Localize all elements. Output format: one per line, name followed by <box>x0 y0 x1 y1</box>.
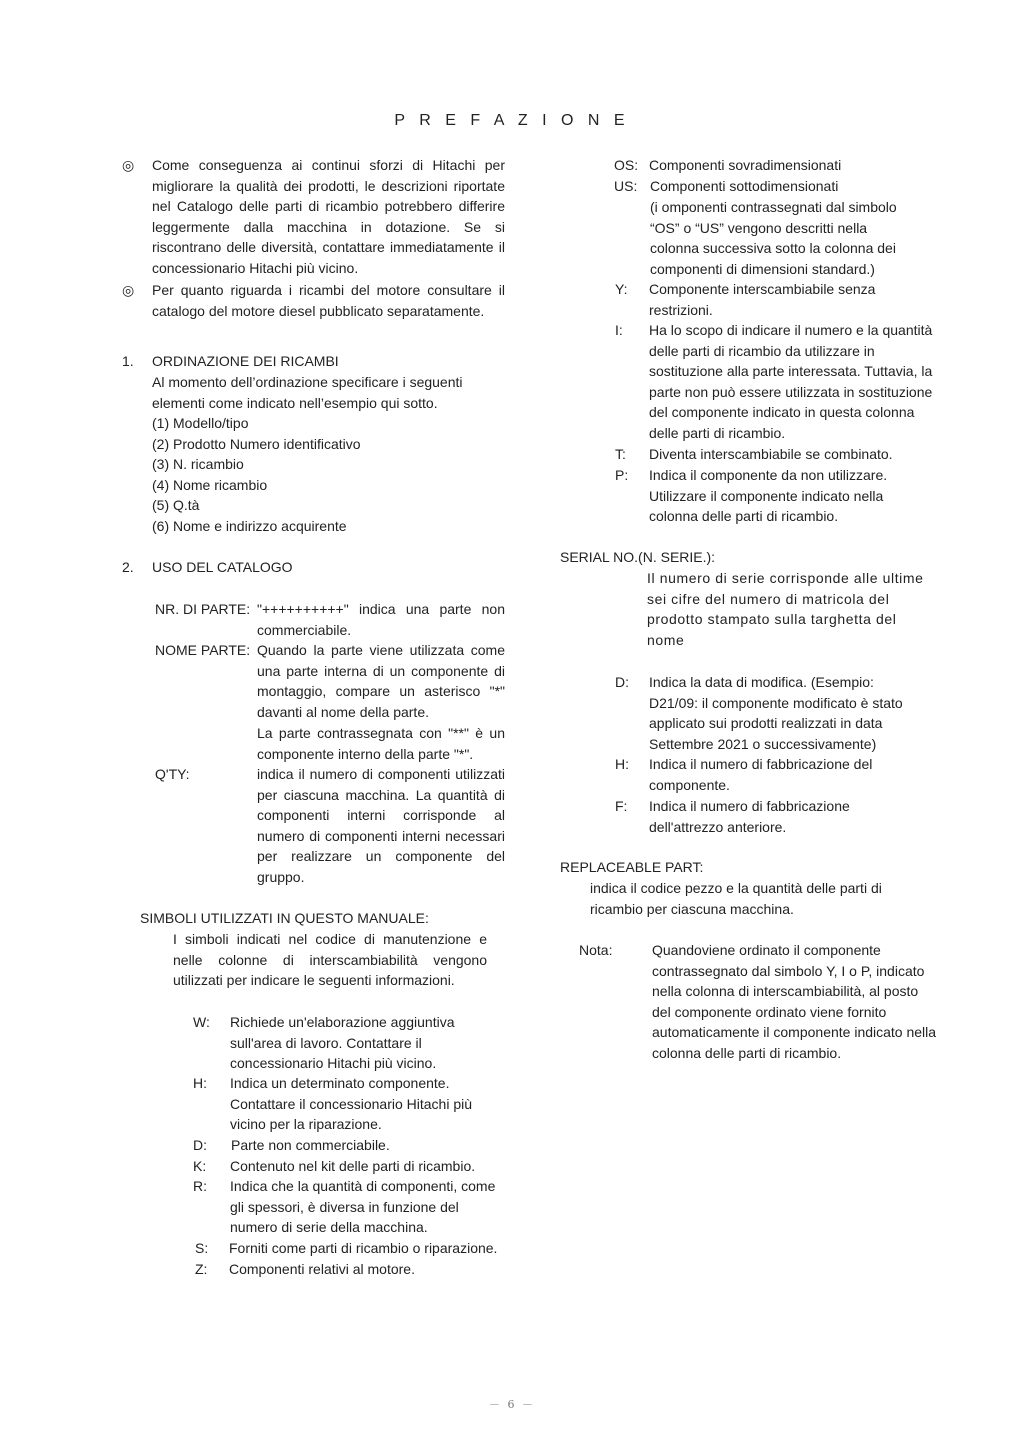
intro-paragraph-2: Per quanto riguarda i ricambi del motore consultare il catalogo del motore diesel pubblicato separatamente. <box>152 282 505 319</box>
serial-title: SERIAL NO.(N. SERIE.): <box>560 549 716 565</box>
replaceable-part-title: REPLACEABLE PART: <box>560 859 704 875</box>
symbol-key-s: S: <box>195 1240 209 1256</box>
symbol-key-f: F: <box>615 798 628 814</box>
page-number: － 6 － <box>489 1398 535 1411</box>
symbol-desc-w: Richiede un'elaborazione aggiuntiva sull'area di lavoro. Contattare il concessionario Hitachi più vicino. <box>230 1014 455 1072</box>
section-1-intro: Al momento dell’ordinazione specificare i seguenti elementi come indicato nell’esempio qui sotto. <box>152 374 463 411</box>
order-item-4: (4) Nome ricambio <box>152 477 268 493</box>
symbol-desc-h-right: Indica il numero di fabbricazione del componente. <box>649 756 873 793</box>
symbol-key-w: W: <box>193 1014 210 1030</box>
page-title: P R E F A Z I O N E <box>394 112 630 129</box>
symbol-desc-f: Indica il numero di fabbricazione dell'attrezzo anteriore. <box>649 798 850 835</box>
bullet-symbol-1: ◎ <box>122 157 135 173</box>
order-item-3: (3) N. ricambio <box>152 456 244 472</box>
part-number-text: "++++++++++" indica una parte non commerciabile. <box>257 601 505 638</box>
section-1-number: 1. <box>122 353 134 369</box>
section-1-title: ORDINAZIONE DEI RICAMBI <box>152 353 339 369</box>
symbol-key-os: OS: <box>614 157 639 173</box>
qty-label: Q'TY: <box>155 766 190 782</box>
part-number-label: NR. DI PARTE: <box>155 601 251 617</box>
order-item-1: (1) Modello/tipo <box>152 415 249 431</box>
symbol-key-d-right: D: <box>615 674 629 690</box>
symbol-desc-d: Parte non commerciabile. <box>231 1137 390 1153</box>
symbol-key-h: H: <box>193 1075 207 1091</box>
symbol-desc-z: Componenti relativi al motore. <box>229 1261 415 1277</box>
part-name-note: La parte contrassegnata con "**" è un componente interno della parte "*". <box>257 725 505 762</box>
part-name-label: NOME PARTE: <box>155 642 251 658</box>
nota-label: Nota: <box>579 942 613 958</box>
symbol-desc-t: Diventa interscambiabile se combinato. <box>649 446 893 462</box>
symbol-desc-k: Contenuto nel kit delle parti di ricambio. <box>230 1158 476 1174</box>
replaceable-part-text: indica il codice pezzo e la quantità delle parti di ricambio per ciascuna macchina. <box>590 880 882 917</box>
part-name-text: Quando la parte viene utilizzata come una parte interna di un componente di montaggio, compare un asterisco "*" davanti al nome della parte. <box>257 642 505 720</box>
symbol-key-r: R: <box>193 1178 207 1194</box>
symbol-key-us: US: <box>614 178 638 194</box>
symbol-desc-p: Indica il componente da non utilizzare. Utilizzare il componente indicato nella colonna delle parti di ricambio. <box>649 467 888 525</box>
section-2-number: 2. <box>122 559 134 575</box>
symbol-desc-y: Componente interscambiabile senza restrizioni. <box>649 281 876 318</box>
symbol-key-d: D: <box>193 1137 207 1153</box>
order-item-5: (5) Q.tà <box>152 497 200 513</box>
symbol-desc-os: Componenti sovradimensionati <box>649 157 842 173</box>
nota-text: Quandoviene ordinato il componente contrassegnato dal simbolo Y, I o P, indicato nella colonna di interscambiabilità, al posto del componente ordinato viene fornito automaticamente il componente indicato nella colonna delle parti di ricambio. <box>652 942 937 1061</box>
symbol-desc-d-right: Indica la data di modifica. (Esempio: D21/09: il componente modificato è stato applicato sui prodotti realizzati in data Settembre 2021 o successivamente) <box>649 674 903 752</box>
symbol-key-k: K: <box>193 1158 207 1174</box>
intro-paragraph-1: Come conseguenza ai continui sforzi di Hitachi per migliorare la qualità dei prodotti, le descrizioni riportate nel Catalogo delle parti di ricambio potrebbero differire leggermente dalla macchina in dotazione. Se si riscontrano delle diversità, contattare immediatamente il concessionario Hitachi più vicino. <box>152 157 505 276</box>
symbol-desc-us: Componenti sottodimensionati <box>650 178 839 194</box>
symbol-key-h-right: H: <box>615 756 629 772</box>
symbol-key-y: Y: <box>615 281 628 297</box>
section-2-title: USO DEL CATALOGO <box>152 559 293 575</box>
symbol-desc-r: Indica che la quantità di componenti, come gli spessori, è diversa in funzione del numero di serie della macchina. <box>230 1178 496 1236</box>
symbol-desc-s: Forniti come parti di ricambio o riparazione. <box>229 1240 498 1256</box>
symbol-key-t: T: <box>615 446 626 462</box>
symbol-key-p: P: <box>615 467 629 483</box>
bullet-symbol-2: ◎ <box>122 282 135 298</box>
serial-text: Il numero di serie corrisponde alle ultime sei cifre del numero di matricola del prodotto stampato sulla targhetta del nome <box>647 570 924 648</box>
symbols-intro: I simboli indicati nel codice di manutenzione e nelle colonne di interscambiabilità vengono utilizzati per indicare le seguenti informazioni. <box>173 931 487 989</box>
symbol-desc-h: Indica un determinato componente. Contattare il concessionario Hitachi più vicino per la riparazione. <box>230 1075 473 1133</box>
symbol-desc-i: Ha lo scopo di indicare il numero e la quantità delle parti di ricambio da utilizzare in sostituzione alla parte interessata. Tuttavia, la parte non può essere utilizzata in sostituzione del componente indicato in questa colonna delle parti di ricambio. <box>649 322 933 441</box>
symbol-key-i: I: <box>615 322 623 338</box>
us-os-note: (i omponenti contrassegnati dal simbolo “OS” o “US” vengono descritti nella colonna successiva sotto la colonna dei componenti di dimensioni standard.) <box>650 199 897 277</box>
order-item-2: (2) Prodotto Numero identificativo <box>152 436 361 452</box>
symbol-key-z: Z: <box>195 1261 208 1277</box>
order-item-6: (6) Nome e indirizzo acquirente <box>152 518 347 534</box>
qty-text: indica il numero di componenti utilizzati per ciascuna macchina. La quantità di componenti interni corrisponde al numero di componenti interni necessari per realizzare un componente del gruppo. <box>257 766 505 885</box>
symbols-title: SIMBOLI UTILIZZATI IN QUESTO MANUALE: <box>140 910 429 926</box>
